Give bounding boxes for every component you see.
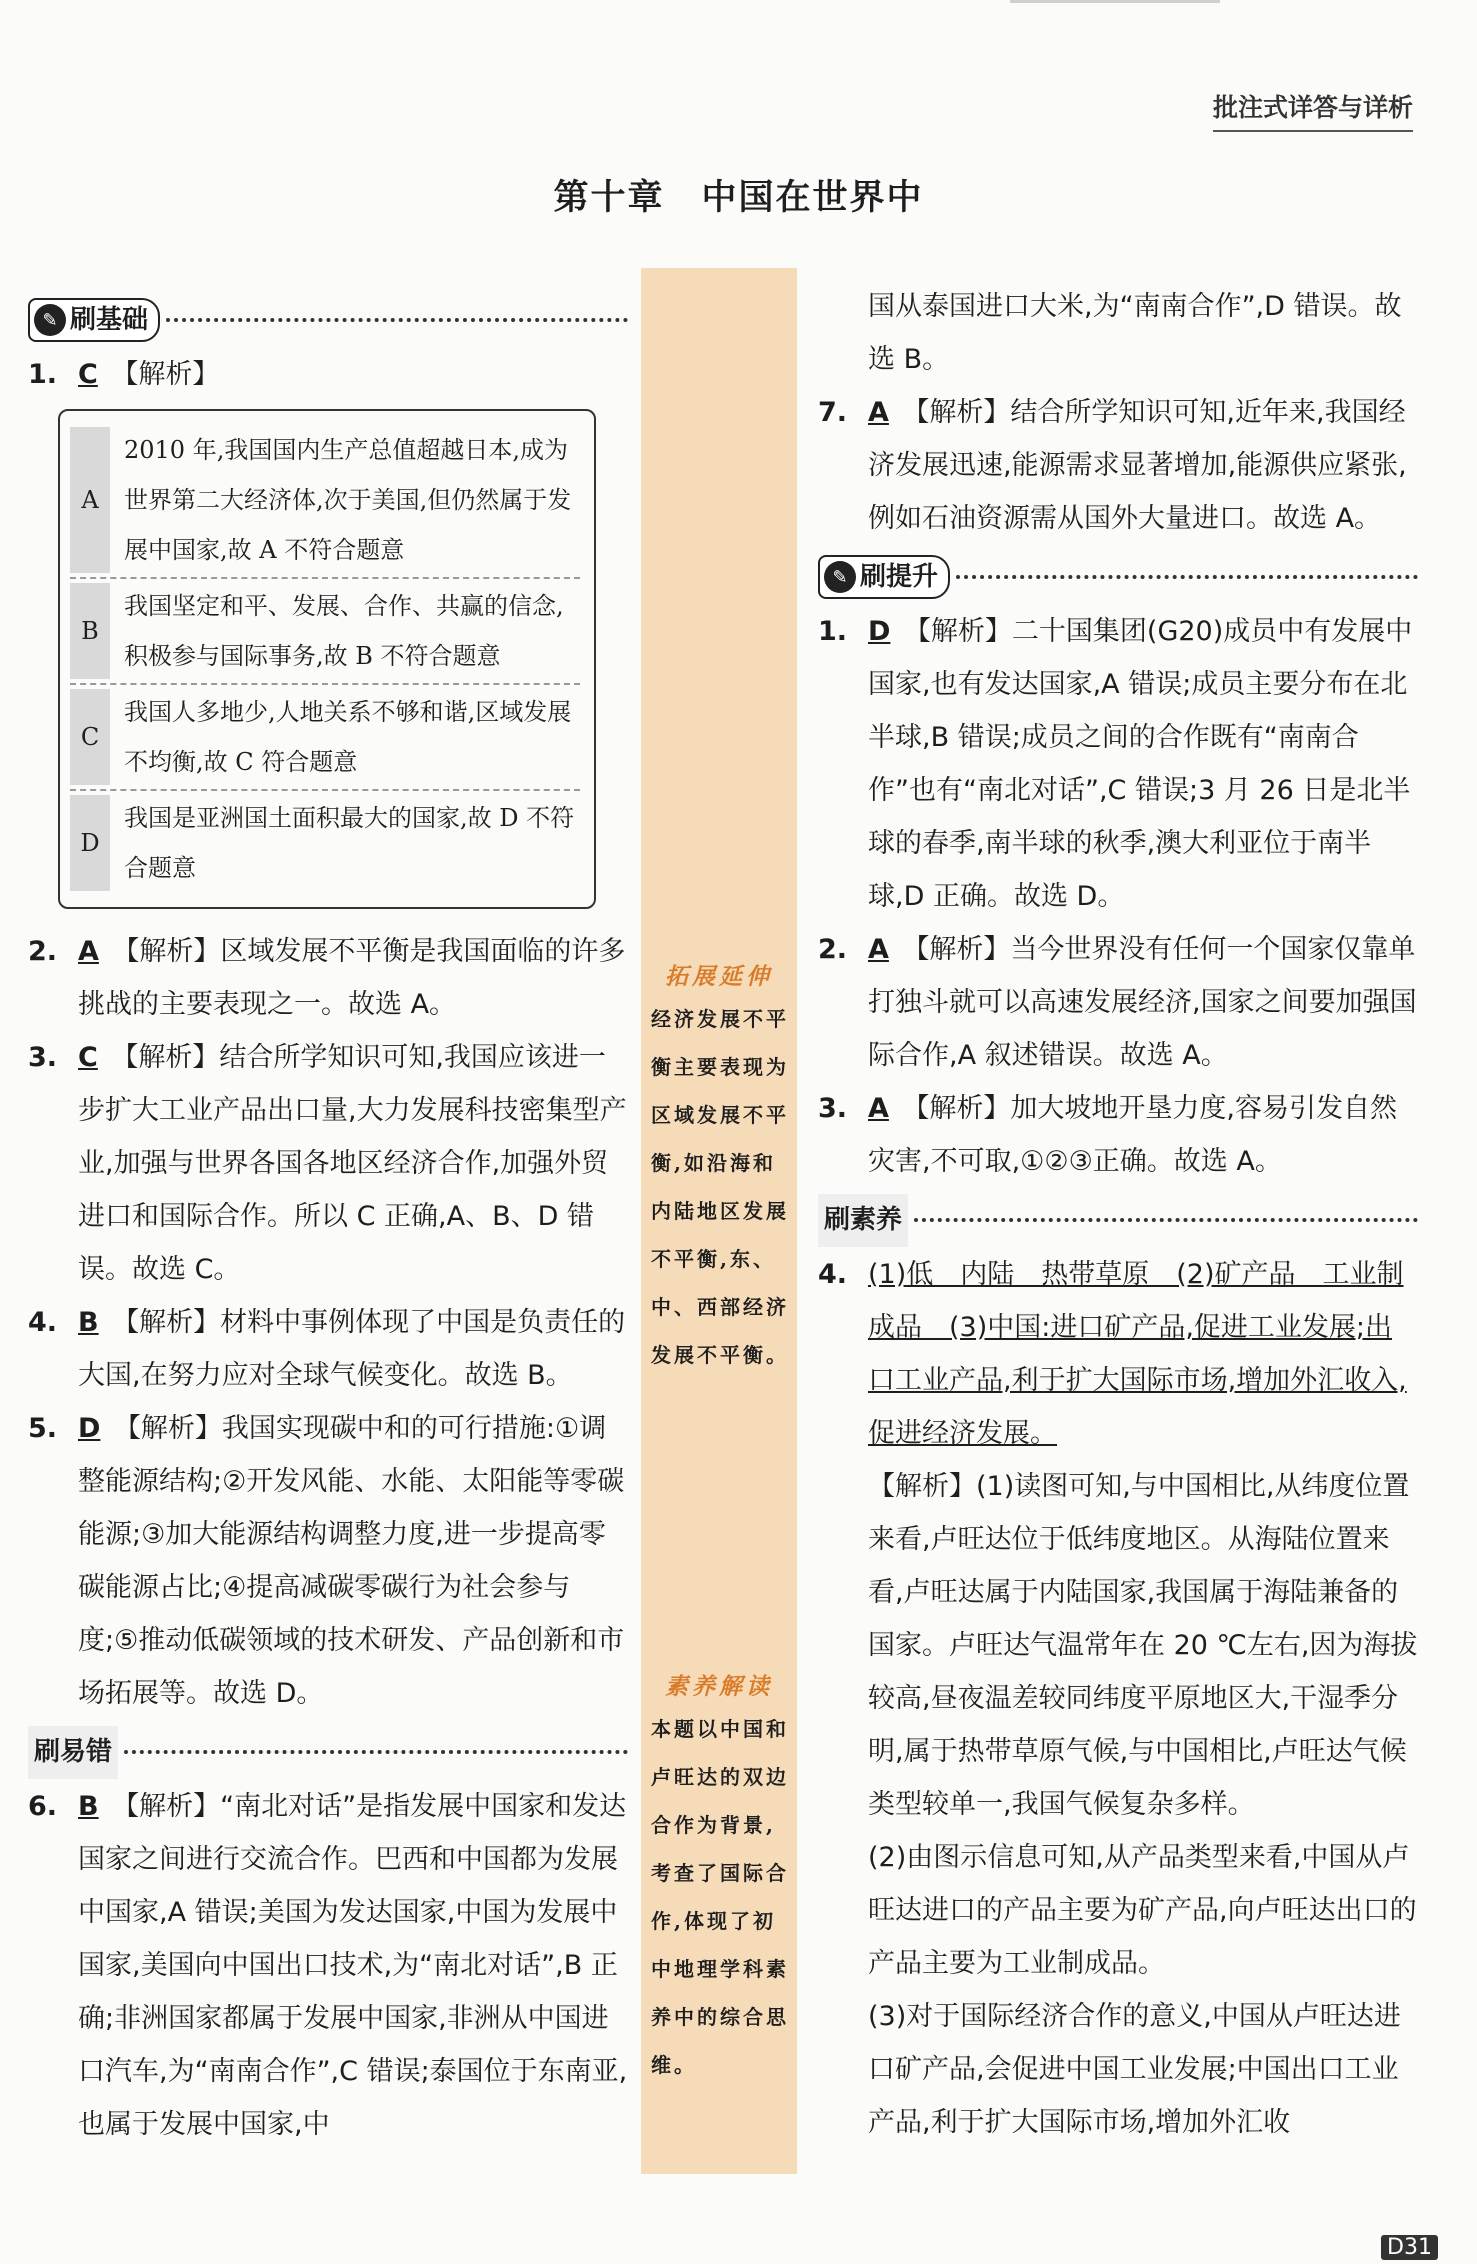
left-column xyxy=(28,288,628,2151)
answer-letter: C xyxy=(78,359,98,390)
answer-letter: D xyxy=(78,1413,101,1444)
side-notes xyxy=(641,268,797,2174)
question-number: 1. xyxy=(28,359,58,390)
literacy-note xyxy=(641,1668,797,2089)
improve-question-1: 1. D 【解析】二十国集团(G20)成员中有发展中国家,也有发达国家,A 错误;成员主要分布在北半球,B 错误;成员之间的合作既有“南南合作”也有“南北对话”,C 错误;3 月 26 日是北半球的春季,南半球的秋季,澳大利亚位于南半球,D 正确。故选 D。 xyxy=(818,616,1413,912)
right-column xyxy=(818,280,1418,2149)
brush-icon: ✎ xyxy=(34,304,66,336)
table-row xyxy=(70,579,580,685)
question-3: 3. C 【解析】结合所学知识可知,我国应该进一步扩大工业产品出口量,大力发展科技密集型产业,加强与世界各国各地区经济合作,加强外贸进口和国际合作。所以 C 正确,A、B、D 错误。故选 C。 xyxy=(28,1042,627,1285)
answer-letter: A xyxy=(868,1093,889,1124)
page-number: D31 xyxy=(1381,2235,1438,2260)
improve-question-3: 3. A 【解析】加大坡地开垦力度,容易引发自然灾害,不可取,①②③正确。故选 A。 xyxy=(818,1093,1397,1177)
table-row xyxy=(70,791,580,895)
chapter-title: 第十章 中国在世界中 xyxy=(553,178,924,218)
option-key: A xyxy=(70,427,110,573)
answer-letter: A xyxy=(868,397,889,428)
option-key: C xyxy=(70,689,110,785)
option-analysis: 我国坚定和平、发展、合作、共赢的信念,积极参与国际事务,故 B 不符合题意 xyxy=(124,592,564,670)
question-6-continued: 国从泰国进口大米,为“南南合作”,D 错误。故选 B。 xyxy=(868,291,1402,375)
analysis-paragraph: (2)由图示信息可知,从产品类型来看,中国从卢旺达进口的产品主要为矿产品,向卢旺达出口的产品主要为工业制成品。 xyxy=(868,1842,1417,1979)
question-6: 6. B 【解析】“南北对话”是指发展中国家和发达国家之间进行交流合作。巴西和中国都为发展中国家,A 错误;美国为发达国家,中国为发展中国家,美国向中国出口技术,为“南北对话”,B 正确;非洲国家都属于发展中国家,非洲从中国进口汽车,为“南南合作”,C 错误;泰国位于东南亚,也属于发展中国家,中 xyxy=(28,1791,628,2140)
top-rule xyxy=(1010,0,1220,3)
answer-letter: B xyxy=(78,1307,99,1338)
option-key: D xyxy=(70,795,110,891)
option-analysis: 我国是亚洲国土面积最大的国家,故 D 不符合题意 xyxy=(124,804,575,882)
section-label: 刷素养 xyxy=(818,1194,908,1247)
note-title: 素养解读 xyxy=(665,1674,773,1700)
answer-letter: A xyxy=(868,934,889,965)
option-analysis: 我国人多地少,人地关系不够和谐,区域发展不均衡,故 C 符合题意 xyxy=(124,698,572,776)
answer-letter: C xyxy=(78,1042,98,1073)
analysis-label: 【解析】 xyxy=(124,359,220,390)
dotted-divider xyxy=(166,318,628,322)
question-1 xyxy=(28,348,628,401)
question-text: 【解析】结合所学知识可知,我国应该进一步扩大工业产品出口量,大力发展科技密集型产业,加强与世界各国各地区经济合作,加强外贸进口和国际合作。所以 C 正确,A、B、D 错误。故选 C。 xyxy=(78,1042,627,1285)
question-7: 7. A 【解析】结合所学知识可知,近年来,我国经济发展迅速,能源需求显著增加,能源供应紧张,例如石油资源需从国外大量进口。故选 A。 xyxy=(818,397,1407,534)
improve-question-2: 2. A 【解析】当今世界没有任何一个国家仅靠单打独斗就可以高速发展经济,国家之间要加强国际合作,A 叙述错误。故选 A。 xyxy=(818,934,1417,1071)
table-row xyxy=(70,685,580,791)
analysis-paragraph: (3)对于国际经济合作的意义,中国从卢旺达进口矿产品,会促进中国工业发展;中国出口工业产品,利于扩大国际市场,增加外汇收 xyxy=(868,2001,1401,2138)
answer-letter: D xyxy=(868,616,891,647)
question-text: 【解析】我国实现碳中和的可行措施:①调整能源结构;②开发风能、水能、太阳能等零碳能源;③加大能源结构调整力度,进一步提高零碳能源占比;④提高减碳零碳行为社会参与度;⑤推动低碳领域的技术研发、产品创新和市场拓展等。故选 D。 xyxy=(78,1413,625,1709)
section-header-error xyxy=(28,1724,628,1780)
answer-text: (1)低 内陆 热带草原 (2)矿产品 工业制成品 (3)中国:进口矿产品,促进工业发展;出口工业产品,利于扩大国际市场,增加外汇收入,促进经济发展。 xyxy=(868,1259,1407,1449)
section-label: 刷提升 xyxy=(860,561,939,592)
section-label: 刷基础 xyxy=(70,304,149,335)
header-label: 批注式详答与详析 xyxy=(1213,88,1413,132)
note-text: 本题以中国和卢旺达的双边合作为背景,考查了国际合作,体现了初中地理学科素养中的综合思维。 xyxy=(651,1717,789,2077)
brush-icon: ✎ xyxy=(824,561,856,593)
extension-note xyxy=(641,958,797,1379)
section-header-improve xyxy=(818,549,1418,605)
answer-letter: B xyxy=(78,1791,99,1822)
question-2: 2. A 【解析】区域发展不平衡是我国面临的许多挑战的主要表现之一。故选 A。 xyxy=(28,936,626,1020)
note-text: 经济发展不平衡主要表现为区域发展不平衡,如沿海和内陆地区发展不平衡,东、中、西部经济发展不平衡。 xyxy=(651,1007,789,1367)
section-label: 刷易错 xyxy=(28,1726,118,1779)
question-text: 【解析】二十国集团(G20)成员中有发展中国家,也有发达国家,A 错误;成员主要分布在北半球,B 错误;成员之间的合作既有“南南合作”也有“南北对话”,C 错误;3 月 26 日是北半球的春季,南半球的秋季,澳大利亚位于南半球,D 正确。故选 D。 xyxy=(868,616,1413,912)
literacy-question-4: 4. (1)低 内陆 热带草原 (2)矿产品 工业制成品 (3)中国:进口矿产品,促进工业发展;出口工业产品,利于扩大国际市场,增加外汇收入,促进经济发展。 xyxy=(818,1259,1407,1449)
dotted-divider xyxy=(956,575,1418,579)
dotted-divider xyxy=(914,1218,1418,1222)
dotted-divider xyxy=(124,1750,628,1754)
section-header-literacy xyxy=(818,1192,1418,1248)
table-row xyxy=(70,423,580,579)
option-key: B xyxy=(70,583,110,679)
question-text: 【解析】结合所学知识可知,近年来,我国经济发展迅速,能源需求显著增加,能源供应紧张,例如石油资源需从国外大量进口。故选 A。 xyxy=(868,397,1407,534)
answer-letter: A xyxy=(78,936,99,967)
question-text: 【解析】当今世界没有任何一个国家仅靠单打独斗就可以高速发展经济,国家之间要加强国际合作,A 叙述错误。故选 A。 xyxy=(868,934,1417,1071)
question-text: 【解析】加大坡地开垦力度,容易引发自然灾害,不可取,①②③正确。故选 A。 xyxy=(868,1093,1397,1177)
question-5: 5. D 【解析】我国实现碳中和的可行措施:①调整能源结构;②开发风能、水能、太阳能等零碳能源;③加大能源结构调整力度,进一步提高零碳能源占比;④提高减碳零碳行为社会参与度;⑤推动低碳领域的技术研发、产品创新和市场拓展等。故选 D。 xyxy=(28,1413,625,1709)
question-text: 【解析】区域发展不平衡是我国面临的许多挑战的主要表现之一。故选 A。 xyxy=(78,936,626,1020)
question-text: 【解析】材料中事例体现了中国是负责任的大国,在努力应对全球气候变化。故选 B。 xyxy=(78,1307,626,1391)
note-title: 拓展延伸 xyxy=(665,964,773,990)
analysis-paragraph: 【解析】(1)读图可知,与中国相比,从纬度位置来看,卢旺达位于低纬度地区。从海陆位置来看,卢旺达属于内陆国家,我国属于海陆兼备的国家。卢旺达气温常年在 20 ℃左右,因为海拔较高,昼夜温差较同纬度平原地区大,干湿季分明,属于热带草原气候,与中国相比,卢旺达气候类型较单一,我国气候复杂多样。 xyxy=(868,1471,1418,1820)
question-4: 4. B 【解析】材料中事例体现了中国是负责任的大国,在努力应对全球气候变化。故选 B。 xyxy=(28,1307,626,1391)
analysis-table xyxy=(58,409,596,909)
option-analysis: 2010 年,我国国内生产总值超越日本,成为世界第二大经济体,次于美国,但仍然属于发展中国家,故 A 不符合题意 xyxy=(124,436,572,564)
section-header-basic xyxy=(28,292,628,348)
question-text: 【解析】“南北对话”是指发展中国家和发达国家之间进行交流合作。巴西和中国都为发展中国家,A 错误;美国为发达国家,中国为发展中国家,美国向中国出口技术,为“南北对话”,B 正确;非洲国家都属于发展中国家,非洲从中国进口汽车,为“南南合作”,C 错误;泰国位于东南亚,也属于发展中国家,中 xyxy=(78,1791,628,2140)
